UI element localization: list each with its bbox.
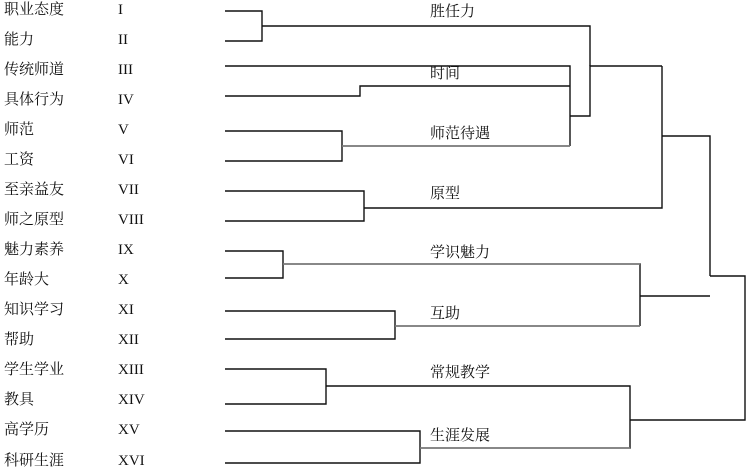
roman-numeral-15: XV	[118, 422, 140, 438]
branch-XI-XII	[225, 311, 395, 339]
roman-numeral-10: X	[118, 272, 129, 288]
roman-numeral-8: VIII	[118, 212, 144, 228]
cluster-label-competence: 胜任力	[430, 2, 476, 20]
roman-numeral-16: XVI	[118, 453, 145, 469]
branch-routine-teaching	[326, 386, 630, 420]
roman-numeral-9: IX	[118, 242, 134, 258]
branch-competence	[262, 26, 590, 66]
leaf-label-2: 能力	[4, 30, 35, 48]
branch-prototype	[364, 66, 662, 208]
branch-XV-XVI	[225, 431, 420, 463]
branch-upper-root	[662, 136, 710, 276]
roman-numeral-6: VI	[118, 152, 134, 168]
leaf-label-1: 职业态度	[4, 0, 65, 18]
leaf-label-4: 具体行为	[4, 90, 65, 108]
branch-IX-X	[225, 251, 283, 278]
branch-I-II	[225, 11, 262, 41]
cluster-label-normal-treatment: 师范待遇	[430, 124, 491, 142]
cluster-label-routine-teaching: 常规教学	[430, 363, 491, 381]
roman-numeral-5: V	[118, 122, 129, 138]
leaf-label-12: 帮助	[4, 330, 35, 348]
cluster-labels	[430, 2, 490, 444]
leaf-label-16: 科研生涯	[4, 451, 65, 469]
leaf-label-11: 知识学习	[4, 300, 65, 318]
leaf-label-8: 师之原型	[4, 210, 65, 228]
roman-numeral-1: I	[118, 2, 123, 18]
dendrogram-branches	[225, 11, 745, 463]
leaf-labels	[4, 0, 64, 469]
roman-numeral-7: VII	[118, 182, 139, 198]
leaf-label-13: 学生学业	[4, 360, 65, 378]
leaf-label-6: 工资	[4, 150, 35, 168]
branch-join-A	[570, 66, 662, 116]
cluster-label-career: 生涯发展	[430, 426, 491, 444]
roman-numeral-3: III	[118, 62, 133, 78]
branch-root	[630, 276, 745, 420]
leaf-label-14: 教具	[4, 390, 35, 408]
leaf-roman-numerals	[118, 2, 145, 469]
leaf-label-15: 高学历	[4, 420, 50, 438]
roman-numeral-13: XIII	[118, 362, 144, 378]
cluster-label-time: 时间	[430, 64, 461, 82]
branch-XIII-XIV	[225, 369, 326, 404]
leaf-label-10: 年龄大	[4, 270, 50, 288]
leaf-label-3: 传统师道	[4, 60, 65, 78]
leaf-label-5: 师范	[4, 120, 35, 138]
roman-numeral-12: XII	[118, 332, 139, 348]
leaf-label-9: 魅力素养	[4, 240, 65, 258]
branch-III-IV	[225, 66, 570, 146]
branch-V-VI	[225, 131, 342, 161]
branch-IV	[225, 86, 570, 96]
cluster-label-prototype: 原型	[430, 184, 461, 202]
branch-VII-VIII	[225, 191, 364, 221]
leaf-label-7: 至亲益友	[4, 180, 65, 198]
cluster-label-charisma: 学识魅力	[430, 243, 491, 261]
roman-numeral-14: XIV	[118, 392, 145, 408]
branch-charisma	[283, 264, 640, 326]
roman-numeral-11: XI	[118, 302, 134, 318]
roman-numeral-2: II	[118, 32, 128, 48]
cluster-label-mutual-help: 互助	[430, 304, 461, 322]
roman-numeral-4: IV	[118, 92, 134, 108]
